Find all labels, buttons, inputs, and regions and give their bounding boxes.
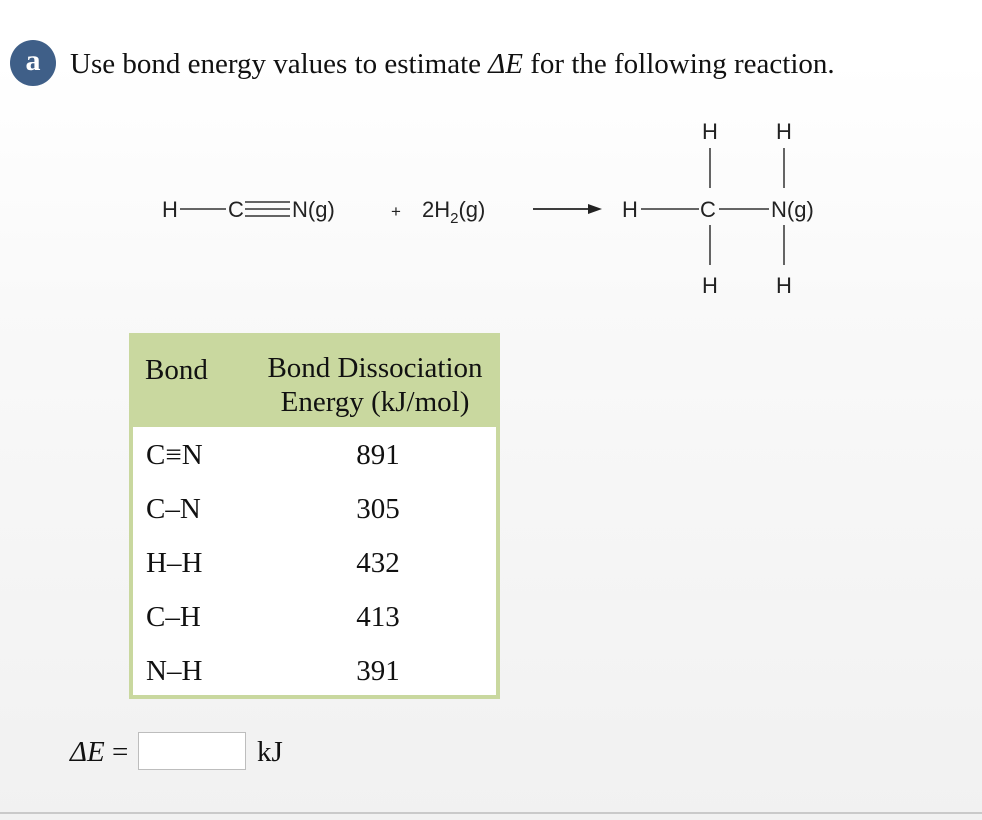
- part-label-badge: a: [10, 40, 56, 86]
- product-n-atom: N(g): [771, 197, 814, 222]
- bond-cell: N–H: [146, 655, 203, 687]
- product-h-top-c: H: [702, 119, 718, 144]
- energy-cell: 413: [356, 601, 400, 633]
- product-h-left: H: [622, 197, 638, 222]
- header-energy: [259, 351, 491, 419]
- question-delta-e: ΔE: [488, 48, 523, 80]
- header-energy-line2: Energy (kJ/mol): [280, 386, 470, 418]
- h2-state: (g): [458, 197, 486, 222]
- table-row: [133, 655, 496, 709]
- product-c-atom: C: [700, 197, 716, 222]
- header-bond: Bond: [145, 354, 208, 386]
- product-h-top-n: H: [776, 119, 792, 144]
- question-prompt: [70, 46, 835, 82]
- product-h-bottom-c: H: [702, 273, 718, 298]
- bond-energy-table: [129, 333, 500, 699]
- bond-cell: C–N: [146, 493, 201, 525]
- table-row: [133, 601, 496, 655]
- table-row: [133, 439, 496, 493]
- answer-label: [70, 736, 128, 769]
- header-energy-line1: Bond Dissociation: [267, 352, 483, 384]
- reactant-h2: [422, 197, 485, 227]
- table-header: [133, 337, 496, 427]
- h2-subscript: 2: [450, 210, 459, 227]
- delta-e-answer-input[interactable]: [138, 732, 246, 770]
- energy-cell: 891: [356, 439, 400, 471]
- energy-cell: 391: [356, 655, 400, 687]
- product-h-bottom-n: H: [776, 273, 792, 298]
- energy-cell: 432: [356, 547, 400, 579]
- answer-unit: kJ: [257, 736, 283, 768]
- h2-coefficient: 2H: [422, 197, 451, 222]
- answer-equals: =: [104, 736, 129, 768]
- table-row: [133, 547, 496, 601]
- answer-delta-e-symbol: ΔE: [70, 736, 105, 768]
- energy-cell: 305: [356, 493, 400, 525]
- plus-sign: +: [391, 202, 401, 221]
- reactant-c-atom: C: [228, 197, 244, 222]
- bond-cell: H–H: [146, 547, 203, 579]
- reaction-equation: [150, 110, 850, 300]
- bond-cell: C≡N: [146, 439, 203, 471]
- reaction-arrow-head: [588, 204, 602, 214]
- bond-cell: C–H: [146, 601, 201, 633]
- question-text-after: for the following reaction.: [523, 48, 835, 80]
- reactant-h-atom: H: [162, 197, 178, 222]
- bottom-divider: [0, 812, 982, 814]
- question-text-before: Use bond energy values to estimate: [70, 48, 489, 80]
- reactant-n-atom: N(g): [292, 197, 335, 222]
- table-row: [133, 493, 496, 547]
